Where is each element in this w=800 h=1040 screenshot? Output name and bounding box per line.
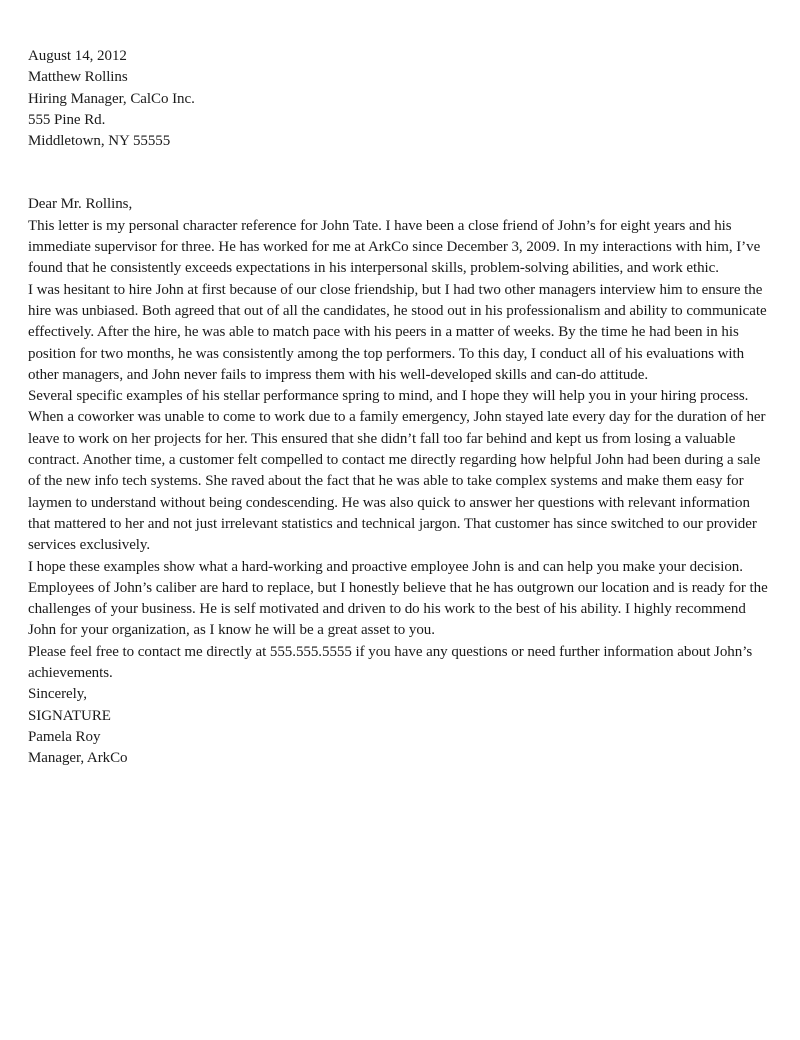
signature-placeholder: SIGNATURE	[28, 707, 111, 724]
sender-block	[28, 727, 772, 770]
closing: Sincerely,	[28, 686, 87, 703]
recipient-title: Hiring Manager, CalCo Inc.	[28, 90, 195, 107]
salutation: Dear Mr. Rollins,	[28, 196, 133, 213]
recipient-street: 555 Pine Rd.	[28, 111, 106, 128]
recipient-city-state-zip: Middletown, NY 55555	[28, 133, 171, 150]
body-paragraph-2: I was hesitant to hire John at first because of our close friendship, but I had two other managers interview him to ensure the hire was unbiased. Both agreed that out of all the candidates, he stood out in his professionalism and ability to communicate effectively. After the hire, he was able to match pace with his peers in a matter of weeks. By the time he had been in his position for two months, he was consistently among the top performers. To this day, I conduct all of his evaluations with other managers, and John never fails to impress them with his well-developed skills and can-do attitude.	[28, 281, 767, 383]
body-paragraph-1: This letter is my personal character reference for John Tate. I have been a close friend of John’s for eight years and his immediate supervisor for three. He has worked for me at ArkCo since December 3, 2009. In my interactions with him, I’ve found that he consistently exceeds expectations in his interpersonal skills, problem-solving abilities, and work ethic.	[28, 217, 761, 277]
recipient-name: Matthew Rollins	[28, 69, 128, 86]
sender-name: Pamela Roy	[28, 728, 101, 745]
body-paragraph-4: I hope these examples show what a hard-working and proactive employee John is and can help you make your decision. Employees of John’s caliber are hard to replace, but I honestly believe that he has outgrown our location and is ready for the challenges of your business. He is self motivated and driven to do his work to the best of his ability. I highly recommend John for your organization, as I know he will be a great asset to you.	[28, 558, 768, 639]
recipient-address-block	[28, 67, 772, 152]
body-paragraph-3: Several specific examples of his stellar performance spring to mind, and I hope they will help you in your hiring process. When a coworker was unable to come to work due to a family emergency, John stayed late every day for the duration of her leave to work on her projects for her. This ensured that she didn’t fall too far behind and kept us from losing a valuable contract. Another time, a customer felt compelled to contact me directly regarding how helpful John had been during a sale of the new info tech systems. She raved about the fact that he was able to take complex systems and make them easy for laymen to understand without being condescending. He was also quick to answer her questions with relevant information that mattered to her and not just irrelevant statistics and technical jargon. That customer has since switched to our provider services exclusively.	[28, 388, 766, 554]
sender-title: Manager, ArkCo	[28, 750, 128, 767]
body-paragraph-5: Please feel free to contact me directly at 555.555.5555 if you have any questions or need further information about John’s achievements.	[28, 643, 753, 682]
letter-date: August 14, 2012	[28, 48, 127, 64]
